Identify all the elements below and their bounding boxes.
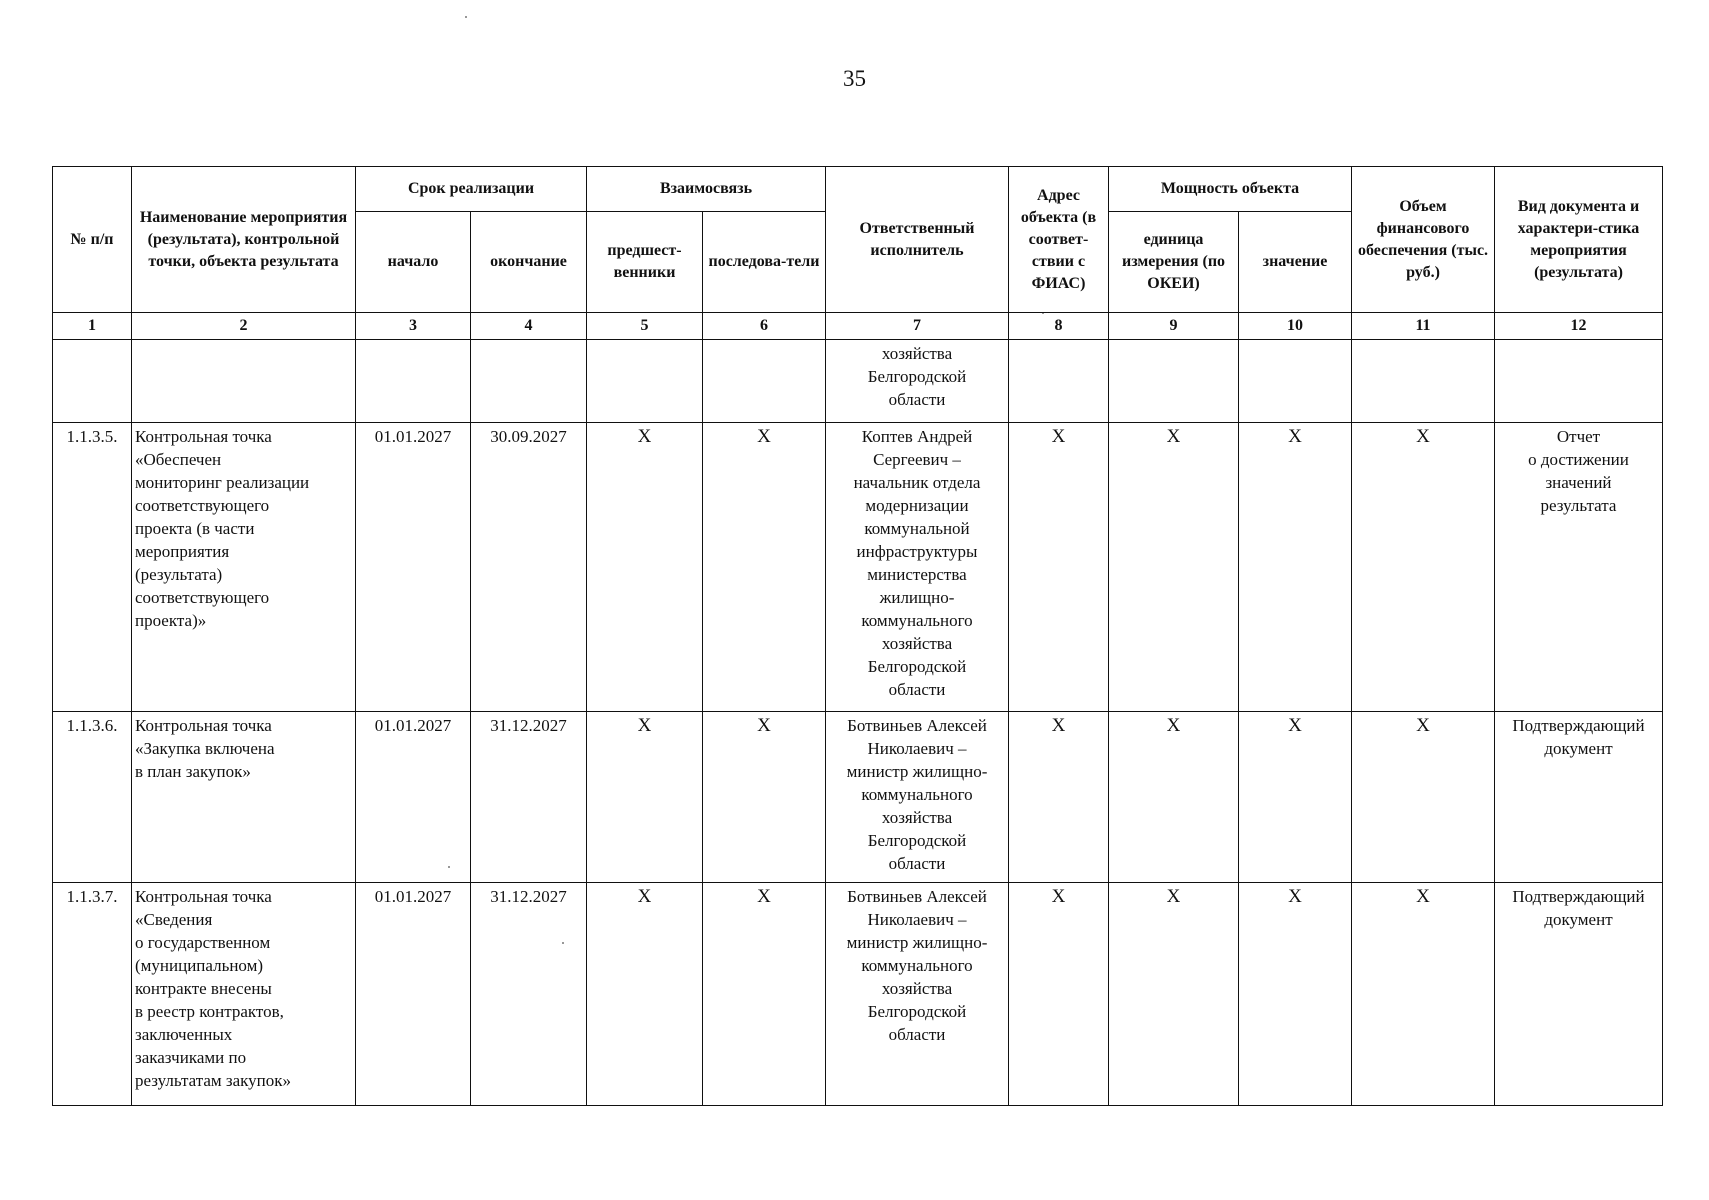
header-address: Адрес объекта (в соответ-ствии с ФИАС): [1009, 167, 1109, 313]
header-capacity-value: значение: [1239, 212, 1352, 313]
empty-cell: [1009, 340, 1109, 423]
cell-doc: Отчет о достижении значений результата: [1495, 423, 1663, 712]
cell-value: X: [1239, 712, 1352, 883]
empty-cell: [1495, 340, 1663, 423]
header-term-end: окончание: [471, 212, 587, 313]
column-number: 1: [53, 313, 132, 340]
empty-cell: [703, 340, 826, 423]
header-link: Взаимосвязь: [587, 167, 826, 212]
cell-value: X: [1239, 423, 1352, 712]
cell-unit: X: [1109, 712, 1239, 883]
empty-cell: [132, 340, 356, 423]
column-number: 2: [132, 313, 356, 340]
cell-finance: X: [1352, 423, 1495, 712]
table-row: [53, 883, 1663, 1106]
empty-cell: [1239, 340, 1352, 423]
header-link-succ: последова-тели: [703, 212, 826, 313]
cell-succ: X: [703, 712, 826, 883]
column-number: 9: [1109, 313, 1239, 340]
column-number: 3: [356, 313, 471, 340]
continuation-row: [53, 340, 1663, 423]
column-number: 7: [826, 313, 1009, 340]
cell-finance: X: [1352, 883, 1495, 1106]
column-number: 10: [1239, 313, 1352, 340]
column-number: 4: [471, 313, 587, 340]
cell-address: X: [1009, 883, 1109, 1106]
empty-cell: [1352, 340, 1495, 423]
column-number-row: [53, 313, 1663, 340]
scan-speck: [465, 16, 467, 18]
empty-cell: [1109, 340, 1239, 423]
cell-unit: X: [1109, 423, 1239, 712]
header-finance: Объем финансового обеспечения (тыс. руб.): [1352, 167, 1495, 313]
cell-start: 01.01.2027: [356, 423, 471, 712]
cell-start: 01.01.2027: [356, 712, 471, 883]
empty-cell: [587, 340, 703, 423]
column-number: 8: [1009, 313, 1109, 340]
header-capacity-unit: единица измерения (по ОКЕИ): [1109, 212, 1239, 313]
cell-number: 1.1.3.5.: [53, 423, 132, 712]
cell-name: Контрольная точка «Сведения о государственном (муниципальном) контракте внесены в реестр контрактов, заключенных заказчиками по результатам закупок»: [132, 883, 356, 1106]
cell-name: Контрольная точка «Закупка включена в план закупок»: [132, 712, 356, 883]
cell-address: X: [1009, 712, 1109, 883]
cell-responsible: хозяйства Белгородской области: [826, 340, 1009, 423]
header-term: Срок реализации: [356, 167, 587, 212]
cell-end: 31.12.2027: [471, 883, 587, 1106]
cell-value: X: [1239, 883, 1352, 1106]
cell-address: X: [1009, 423, 1109, 712]
column-number: 12: [1495, 313, 1663, 340]
cell-responsible: Коптев Андрей Сергеевич – начальник отдела модернизации коммунальной инфраструктуры министерства жилищно- коммунального хозяйства Белгородской области: [826, 423, 1009, 712]
events-table: [52, 166, 1663, 1106]
cell-doc: Подтверждающий документ: [1495, 883, 1663, 1106]
column-number: 5: [587, 313, 703, 340]
header-row-top: [53, 167, 1663, 212]
page-number: 35: [843, 66, 866, 91]
table-row: [53, 712, 1663, 883]
header-name: Наименование мероприятия (результата), контрольной точки, объекта результата: [132, 167, 356, 313]
cell-end: 31.12.2027: [471, 712, 587, 883]
cell-responsible: Ботвиньев Алексей Николаевич – министр жилищно- коммунального хозяйства Белгородской области: [826, 883, 1009, 1106]
cell-pred: X: [587, 712, 703, 883]
empty-cell: [53, 340, 132, 423]
header-doc-type: Вид документа и характери-стика мероприятия (результата): [1495, 167, 1663, 313]
table-row: [53, 423, 1663, 712]
header-term-start: начало: [356, 212, 471, 313]
cell-pred: X: [587, 883, 703, 1106]
column-number: 6: [703, 313, 826, 340]
cell-start: 01.01.2027: [356, 883, 471, 1106]
cell-doc: Подтверждающий документ: [1495, 712, 1663, 883]
cell-number: 1.1.3.7.: [53, 883, 132, 1106]
cell-name: Контрольная точка «Обеспечен мониторинг реализации соответствующего проекта (в части мероприятия (результата) соответствующего проекта)»: [132, 423, 356, 712]
cell-end: 30.09.2027: [471, 423, 587, 712]
header-no: № п/п: [53, 167, 132, 313]
header-capacity: Мощность объекта: [1109, 167, 1352, 212]
empty-cell: [471, 340, 587, 423]
cell-succ: X: [703, 423, 826, 712]
cell-number: 1.1.3.6.: [53, 712, 132, 883]
cell-pred: X: [587, 423, 703, 712]
cell-finance: X: [1352, 712, 1495, 883]
header-link-pred: предшест-венники: [587, 212, 703, 313]
column-number: 11: [1352, 313, 1495, 340]
cell-responsible: Ботвиньев Алексей Николаевич – министр жилищно- коммунального хозяйства Белгородской области: [826, 712, 1009, 883]
cell-unit: X: [1109, 883, 1239, 1106]
header-responsible: Ответственный исполнитель: [826, 167, 1009, 313]
empty-cell: [356, 340, 471, 423]
cell-succ: X: [703, 883, 826, 1106]
